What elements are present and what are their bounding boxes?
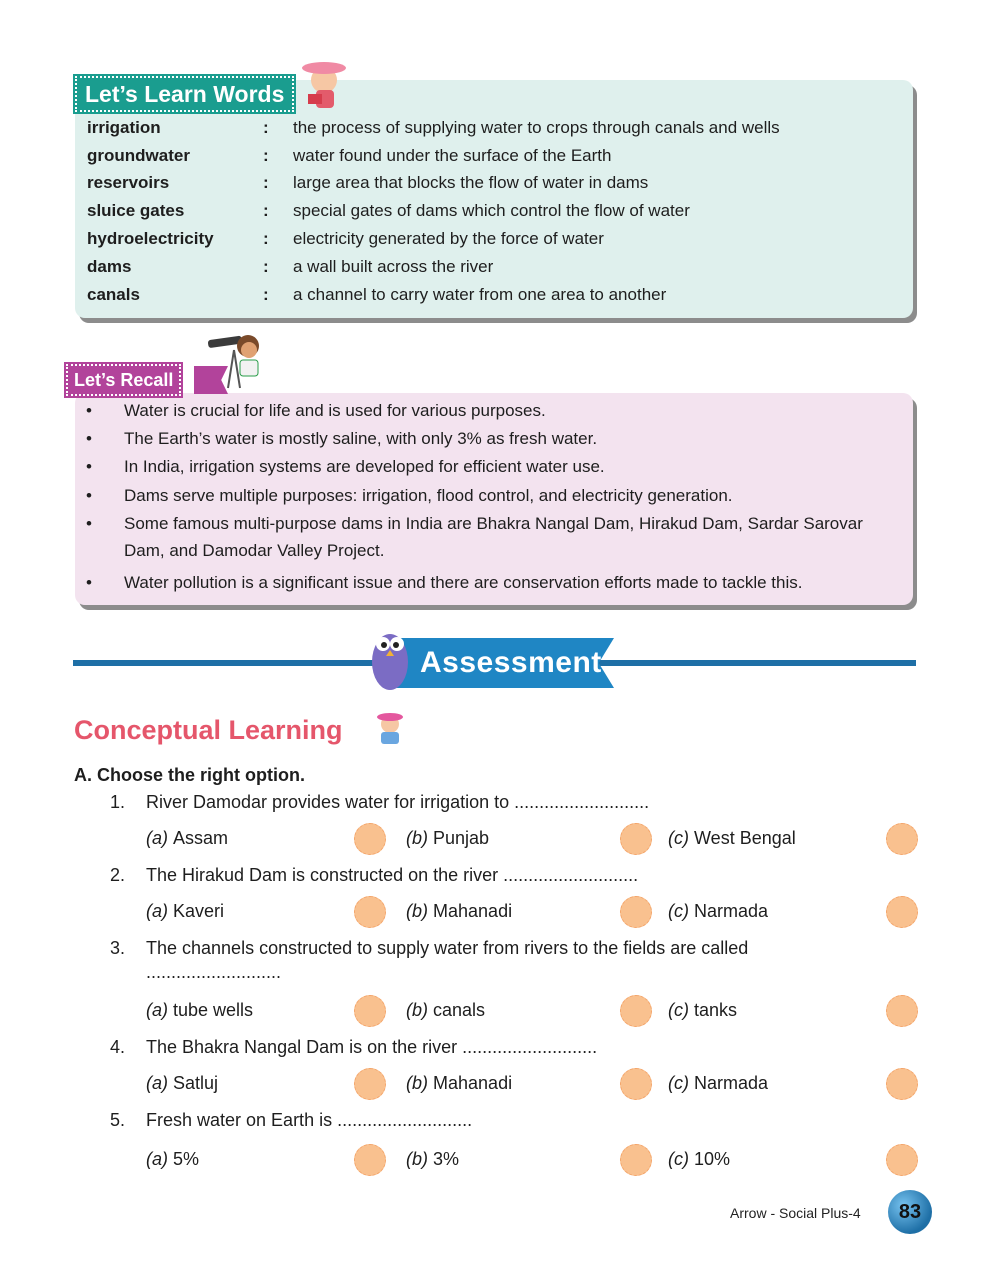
option-label: (c) [668, 901, 689, 921]
word-definition: the process of supplying water to crops through canals and wells [293, 118, 780, 137]
recall-point-text: Dams serve multiple purposes: irrigation, flood control, and electricity generation. [124, 486, 733, 505]
word-term: irrigation [87, 118, 161, 137]
answer-circle[interactable] [354, 823, 386, 855]
option-a [146, 898, 224, 924]
option-row [146, 825, 926, 855]
option-label: (b) [406, 1000, 428, 1020]
option-b [406, 825, 489, 851]
learn-words-title: Let’s Learn Words [75, 76, 294, 112]
question [110, 1035, 830, 1059]
question-number: 3. [110, 938, 126, 958]
word-definition: water found under the surface of the Earth [293, 146, 612, 165]
question-number: 4. [110, 1037, 126, 1057]
option-text: canals [433, 1000, 486, 1020]
answer-circle[interactable] [620, 1144, 652, 1176]
bullet-icon: • [86, 429, 92, 448]
page-number: 83 [898, 1201, 922, 1223]
girl-writing-illustration [370, 708, 410, 748]
part-a-heading: A. Choose the right option. [74, 765, 305, 785]
question-text: The Bhakra Nangal Dam is on the river ........................... [146, 1037, 598, 1057]
word-term: dams [87, 257, 132, 276]
bullet-icon: • [86, 514, 92, 533]
option-text: 5% [173, 1149, 200, 1169]
option-text: Satluj [173, 1073, 219, 1093]
option-c [668, 1070, 768, 1096]
option-label: (b) [406, 1149, 428, 1169]
word-term: reservoirs [87, 173, 170, 192]
recall-point-text: In India, irrigation systems are developed for efficient water use. [124, 457, 605, 476]
question-text: The Hirakud Dam is constructed on the river ........................... [146, 865, 639, 885]
option-text: Punjab [433, 828, 490, 848]
bird-mascot-illustration [366, 624, 414, 696]
option-b [406, 898, 512, 924]
recall-point [86, 569, 916, 596]
recall-point [86, 453, 916, 480]
option-text: Mahanadi [433, 1073, 513, 1093]
recall-point-text: Water is crucial for life and is used for various purposes. [124, 401, 546, 420]
recall-point-text: Water pollution is a significant issue and there are conservation efforts made to tackle this. [124, 573, 803, 592]
question [110, 790, 830, 814]
word-term: groundwater [87, 146, 190, 165]
question [110, 863, 830, 887]
option-label: (c) [668, 1073, 689, 1093]
answer-circle[interactable] [886, 1144, 918, 1176]
option-text: Kaveri [173, 901, 225, 921]
option-text: Assam [173, 828, 229, 848]
recall-title: Let’s Recall [66, 364, 181, 396]
bullet-icon: • [86, 457, 92, 476]
bullet-icon: • [86, 486, 92, 505]
question-number: 2. [110, 865, 126, 885]
option-label: (b) [406, 828, 428, 848]
option-c [668, 1146, 730, 1172]
section-title: Conceptual Learning [74, 715, 343, 745]
answer-circle[interactable] [620, 995, 652, 1027]
recall-point [86, 397, 916, 424]
word-definition: a wall built across the river [293, 257, 494, 276]
option-row [146, 997, 926, 1027]
word-term: sluice gates [87, 201, 185, 220]
word-definition: a channel to carry water from one area to another [293, 285, 667, 304]
answer-circle[interactable] [354, 995, 386, 1027]
word-colon: : [263, 173, 269, 192]
question-number: 5. [110, 1110, 126, 1130]
option-a [146, 997, 253, 1023]
boy-telescope-illustration [204, 332, 266, 390]
option-b [406, 1070, 512, 1096]
option-text: Mahanadi [433, 901, 513, 921]
assessment-title: Assessment [420, 646, 602, 679]
option-label: (a) [146, 1149, 168, 1169]
option-b [406, 997, 485, 1023]
option-text: tube wells [173, 1000, 254, 1020]
girl-reading-illustration [298, 56, 350, 112]
word-term: canals [87, 285, 140, 304]
option-row [146, 898, 926, 928]
option-text: 3% [433, 1149, 460, 1169]
answer-circle[interactable] [620, 1068, 652, 1100]
recall-point-text: The Earth’s water is mostly saline, with only 3% as fresh water. [124, 429, 598, 448]
option-label: (a) [146, 901, 168, 921]
option-c [668, 997, 737, 1023]
answer-circle[interactable] [354, 896, 386, 928]
option-a [146, 1070, 218, 1096]
recall-point-text: Some famous multi-purpose dams in India are Bhakra Nangal Dam, Hirakud Dam, Sardar Sarovar Dam, and Damodar Valley Project. [124, 514, 863, 560]
word-colon: : [263, 229, 269, 248]
book-title-footer: Arrow - Social Plus-4 [730, 1205, 861, 1221]
word-term: hydroelectricity [87, 229, 214, 248]
question-number: 1. [110, 792, 126, 812]
answer-circle[interactable] [354, 1068, 386, 1100]
option-text: tanks [694, 1000, 738, 1020]
option-label: (a) [146, 828, 168, 848]
word-colon: : [263, 285, 269, 304]
word-definition: special gates of dams which control the flow of water [293, 201, 690, 220]
option-row [146, 1070, 926, 1100]
word-definition: electricity generated by the force of water [293, 229, 604, 248]
recall-point [86, 482, 916, 509]
question-text: Fresh water on Earth is ........................... [146, 1110, 473, 1130]
option-a [146, 825, 228, 851]
answer-circle[interactable] [886, 896, 918, 928]
option-text: West Bengal [694, 828, 796, 848]
word-colon: : [263, 257, 269, 276]
answer-circle[interactable] [620, 896, 652, 928]
answer-circle[interactable] [620, 823, 652, 855]
question-text: The channels constructed to supply water from rivers to the fields are called ........................... [146, 938, 749, 982]
option-label: (c) [668, 1000, 689, 1020]
word-colon: : [263, 118, 269, 137]
option-text: Narmada [694, 901, 769, 921]
word-colon: : [263, 146, 269, 165]
option-label: (c) [668, 1149, 689, 1169]
option-label: (b) [406, 1073, 428, 1093]
answer-circle[interactable] [886, 995, 918, 1027]
answer-circle[interactable] [354, 1144, 386, 1176]
option-label: (a) [146, 1073, 168, 1093]
question [110, 936, 830, 984]
option-label: (c) [668, 828, 689, 848]
option-c [668, 825, 796, 851]
question [110, 1108, 830, 1132]
recall-point [86, 510, 916, 564]
bullet-icon: • [86, 401, 92, 420]
option-b [406, 1146, 459, 1172]
question-text: River Damodar provides water for irrigation to ........................... [146, 792, 650, 812]
word-definition: large area that blocks the flow of water in dams [293, 173, 649, 192]
option-text: 10% [694, 1149, 731, 1169]
word-colon: : [263, 201, 269, 220]
option-label: (a) [146, 1000, 168, 1020]
recall-point [86, 425, 916, 452]
option-row [146, 1146, 926, 1176]
option-label: (b) [406, 901, 428, 921]
option-c [668, 898, 768, 924]
answer-circle[interactable] [886, 1068, 918, 1100]
option-text: Narmada [694, 1073, 769, 1093]
bullet-icon: • [86, 573, 92, 592]
answer-circle[interactable] [886, 823, 918, 855]
option-a [146, 1146, 199, 1172]
